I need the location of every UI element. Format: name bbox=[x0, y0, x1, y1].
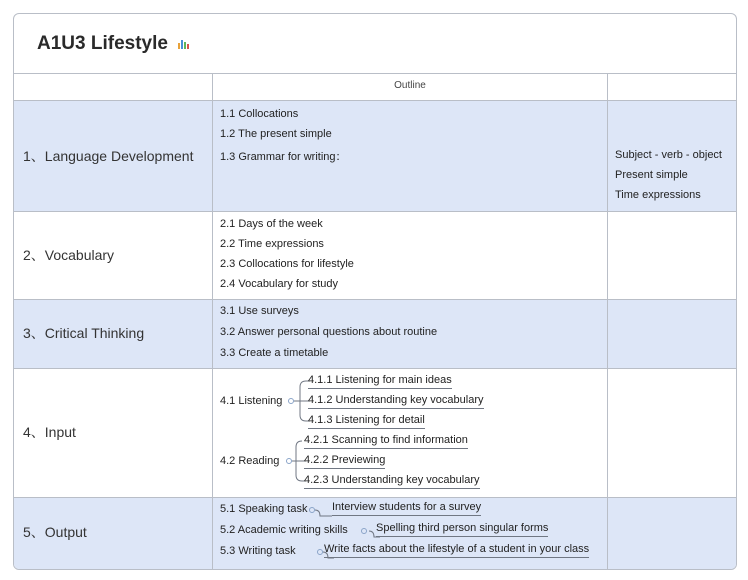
row-output bbox=[14, 498, 736, 569]
sub-item: 4.1.3 Listening for detail bbox=[308, 414, 425, 429]
sub-item: 4.1.1 Listening for main ideas bbox=[308, 374, 452, 389]
list-item: 3.2 Answer personal questions about routine bbox=[220, 326, 438, 338]
note-item: Time expressions bbox=[615, 189, 701, 201]
list-item: 3.3 Create a timetable bbox=[220, 347, 329, 359]
row-vocabulary bbox=[14, 212, 736, 300]
page-title: A1U3 Lifestyle bbox=[37, 33, 168, 54]
detail-item: Write facts about the lifestyle of a student in your class bbox=[324, 543, 589, 558]
row-input bbox=[14, 369, 736, 498]
list-item: 2.2 Time expressions bbox=[220, 238, 324, 250]
list-item: 1.3 Grammar for writing： bbox=[220, 151, 347, 163]
row-language-development bbox=[14, 101, 736, 212]
row-label: 1、Language Development bbox=[23, 148, 194, 164]
list-item: 4.1 Listening bbox=[220, 395, 283, 407]
column-divider bbox=[212, 73, 213, 569]
list-item: 2.1 Days of the week bbox=[220, 218, 323, 230]
column-divider bbox=[607, 73, 608, 569]
list-item: 1.2 The present simple bbox=[220, 128, 332, 140]
list-item: 4.2 Reading bbox=[220, 455, 280, 467]
sub-item: 4.2.1 Scanning to find information bbox=[304, 434, 468, 449]
list-item: 3.1 Use surveys bbox=[220, 305, 299, 317]
sub-item: 4.2.2 Previewing bbox=[304, 454, 385, 469]
note-item: Present simple bbox=[615, 169, 688, 181]
chart-icon bbox=[178, 39, 190, 49]
outline-header: Outline bbox=[394, 80, 426, 91]
row-label: 4、Input bbox=[23, 424, 76, 440]
list-item: 5.2 Academic writing skills bbox=[220, 524, 348, 536]
sub-item: 4.2.3 Understanding key vocabulary bbox=[304, 474, 480, 489]
list-item: 1.1 Collocations bbox=[220, 108, 299, 120]
mindmap-frame bbox=[13, 13, 737, 570]
detail-item: Interview students for a survey bbox=[332, 501, 481, 516]
list-item: 5.1 Speaking task bbox=[220, 503, 308, 515]
note-item: Subject - verb - object bbox=[615, 149, 722, 161]
list-item: 5.3 Writing task bbox=[220, 545, 296, 557]
sub-item: 4.1.2 Understanding key vocabulary bbox=[308, 394, 484, 409]
row-critical-thinking bbox=[14, 300, 736, 369]
list-item: 2.3 Collocations for lifestyle bbox=[220, 258, 354, 270]
list-item: 2.4 Vocabulary for study bbox=[220, 278, 339, 290]
title-bar bbox=[14, 14, 736, 74]
row-label: 3、Critical Thinking bbox=[23, 325, 145, 341]
row-label: 2、Vocabulary bbox=[23, 247, 115, 263]
row-label: 5、Output bbox=[23, 524, 87, 540]
detail-item: Spelling third person singular forms bbox=[376, 522, 548, 537]
